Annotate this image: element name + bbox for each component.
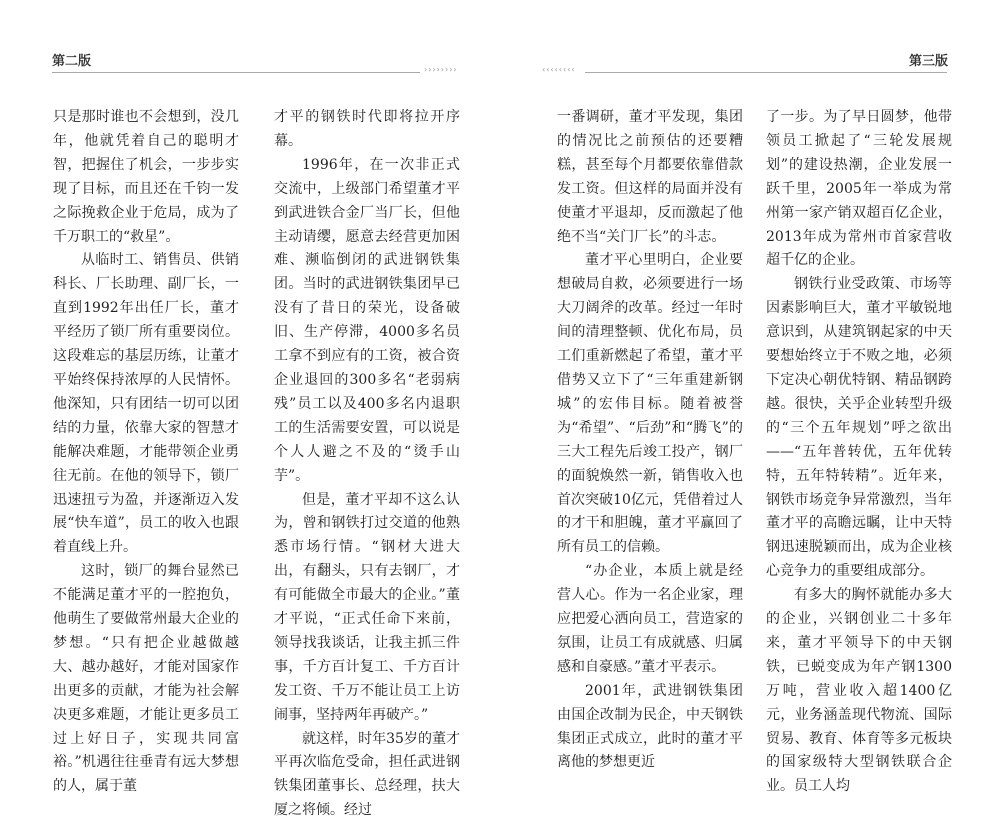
header-arrows-right: ››››››››: [424, 65, 458, 74]
paragraph: “办企业，本质上就是经营人心。作为一名企业家，理应把爱心洒向员工，营造家的氛围，让员工有成就感、归属感和自豪感。”董才平表示。: [557, 563, 743, 675]
article-column-3: [557, 106, 743, 775]
header-rule: [585, 72, 947, 73]
paragraph: 一番调研，董才平发现，集团的情况比之前预估的还要糟糕，甚至每个月都要依靠借款发工资。但这样的局面并没有使董才平退却，反而激起了他绝不当“关门厂长”的斗志。: [557, 109, 743, 245]
paragraph: 有多大的胸怀就能办多大的企业，兴钢创业二十多年来，董才平领导下的中天钢铁，已蜕变成为年产钢1300万吨，营业收入超1400亿元，业务涵盖现代物流、国际贸易、教育、体育等多元板块的国家级特大型钢铁联合企业。员工人均: [766, 587, 952, 795]
page-edition-label: 第三版: [908, 54, 948, 69]
paragraph: 就这样，时年35岁的董才平再次临危受命，担任武进钢铁集团董事长、总经理，扶大厦之将倾。经过: [274, 730, 460, 819]
article-column-2: [274, 106, 460, 823]
article-column-1: [53, 106, 239, 799]
paragraph: 了一步。为了早日圆梦，他带领员工掀起了“三轮发展规划”的建设热潮，企业发展一跃千里，2005年一举成为常州第一家产销双超百亿企业，2013年成为常州市首家营收超千亿的企业。: [766, 109, 952, 269]
paragraph: 但是，董才平却不这么认为，曾和钢铁打过交道的他熟悉市场行情。“钢材大进大出，有翻头，只有去钢厂，才有可能做全市最大的企业。”董才平说，“正式任命下来前，领导找我谈话，让我主抓三件事，千方百计复工、千方百计发工资、千万不能让员工上访闹事，坚持两年再破产。”: [274, 491, 460, 723]
paragraph: 1996年，在一次非正式交流中，上级部门希望董才平到武进铁合金厂当厂长，但他主动请缨，愿意去经营更加困难、濒临倒闭的武进钢铁集团。当时的武进钢铁集团早已没有了昔日的荣光，设备破旧、生产停滞，4000多名员工拿不到应有的工资，被合资企业退回的300多名“老弱病残”员工以及400多名内退职工的生活需要安置，可以说是个人人避之不及的“烫手山芋”。: [274, 156, 460, 484]
paragraph: 这时，锁厂的舞台显然已不能满足董才平的一腔抱负，他萌生了要做常州最大企业的梦想。“只有把企业越做越大、越办越好，才能对国家作出更多的贡献，才能为社会解决更多难题，才能让更多员工过上好日子，实现共同富裕。”机遇往往垂青有远大梦想的人，属于董: [53, 563, 239, 795]
page-edition-label: 第二版: [52, 54, 92, 69]
right-page: [500, 0, 1000, 795]
header-rule: [52, 72, 420, 73]
paragraph: 才平的钢铁时代即将拉开序幕。: [274, 109, 460, 149]
paragraph: 2001年，武进钢铁集团由国企改制为民企，中天钢铁集团正式成立，此时的董才平离他的梦想更近: [557, 682, 743, 771]
paragraph: 钢铁行业受政策、市场等因素影响巨大，董才平敏锐地意识到，从建筑钢起家的中天要想始终立于不败之地，必须下定决心朝优特钢、精品钢跨越。很快，关乎企业转型升级的“三个五年规划”呼之欲出——“五年普转优，五年优转特，五年特转精”。近年来，钢铁市场竞争异常激烈，当年董才平的高瞻远瞩，让中天特钢迅速脱颖而出，成为企业核心竞争力的重要组成部分。: [766, 276, 952, 580]
article-column-4: [766, 106, 952, 799]
left-page: [0, 0, 500, 819]
paragraph: 只是那时谁也不会想到，没几年，他就凭着自己的聪明才智，把握住了机会，一步步实现了目标，而且还在千钧一发之际挽救企业于危局，成为了千万职工的“救星”。: [53, 109, 239, 245]
paragraph: 从临时工、销售员、供销科长、厂长助理、副厂长，一直到1992年出任厂长，董才平经历了锁厂所有重要岗位。这段难忘的基层历练，让董才平始终保持浓厚的人民情怀。他深知，只有团结一切可以团结的力量，依靠大家的智慧才能解决难题，才能带领企业勇往无前。在他的领导下，锁厂迅速扭亏为盈，并逐渐迈入发展“快车道”，员工的收入也跟着直线上升。: [53, 252, 239, 556]
paragraph: 董才平心里明白，企业要想破局自救，必须要进行一场大刀阔斧的改革。经过一年时间的清理整顿、优化布局，员工们重新燃起了希望，董才平借势又立下了“三年重建新钢城”的宏伟目标。随着被誉为“希望”、“后劲”和“腾飞”的三大工程先后竣工投产，钢厂的面貌焕然一新，销售收入也首次突破10亿元，凭借着过人的才干和胆魄，董才平赢回了所有员工的信赖。: [557, 252, 743, 556]
header-arrows-left: ‹‹‹‹‹‹‹‹: [542, 65, 576, 74]
